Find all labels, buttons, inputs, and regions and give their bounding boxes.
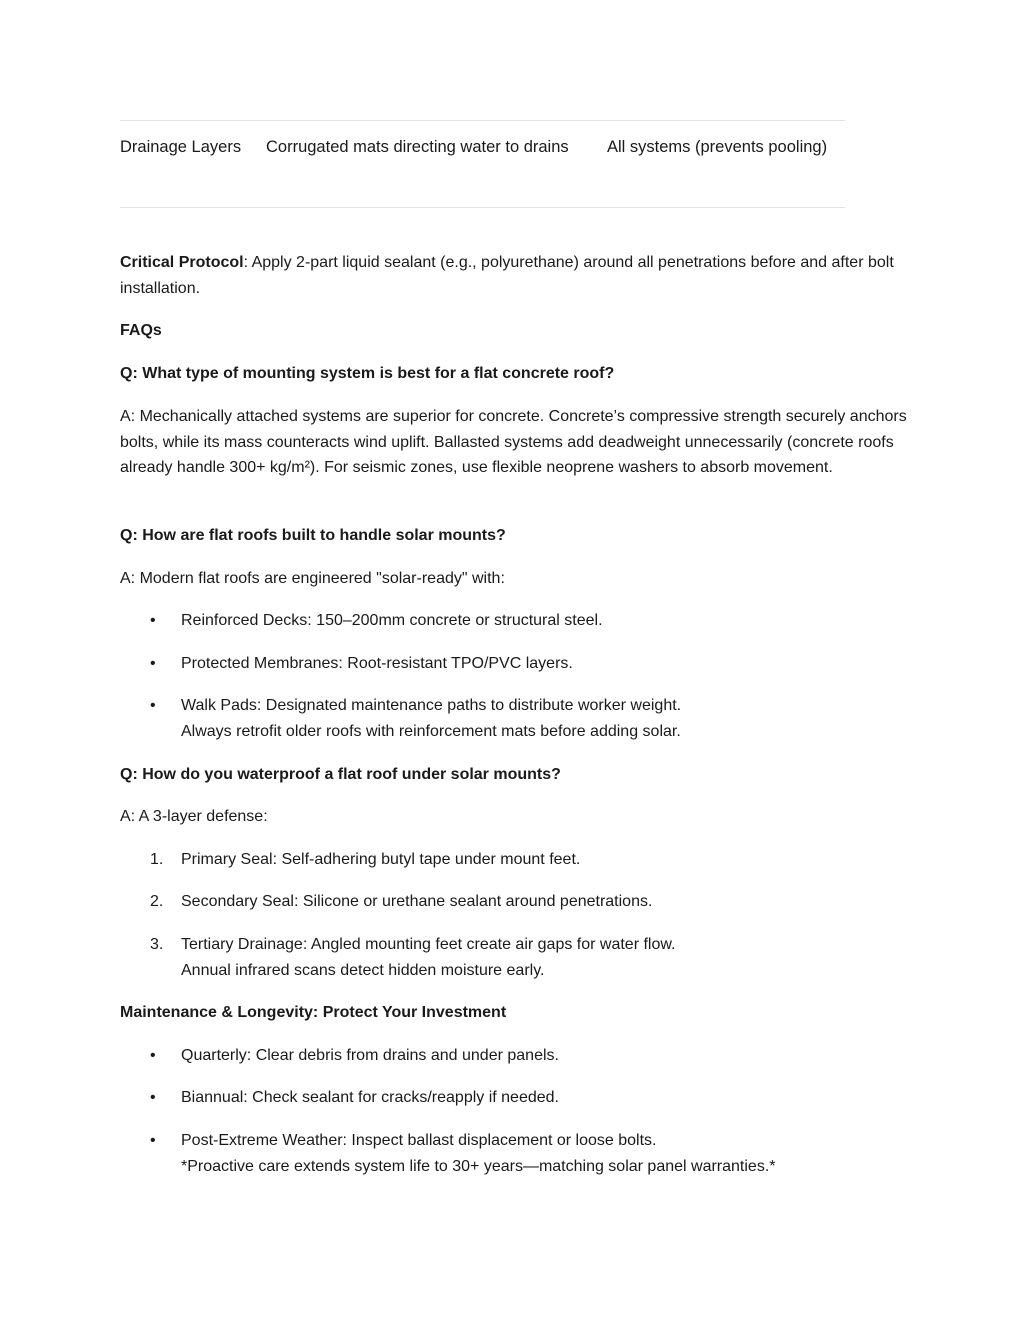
table-row (120, 136, 880, 158)
numbered-item-line: Tertiary Drainage: Angled mounting feet create air gaps for water flow. (181, 936, 676, 953)
list-item-text: Reinforced Decks: 150–200mm concrete or structural steel. (181, 612, 603, 629)
list-item-text: Biannual: Check sealant for cracks/reapply if needed. (181, 1089, 559, 1106)
table-bottom-divider (120, 207, 845, 208)
list-item-text: Protected Membranes: Root-resistant TPO/PVC layers. (181, 655, 573, 672)
faq-question-3: Q: How do you waterproof a flat roof under solar mounts? (120, 766, 561, 783)
list-item-note: Always retrofit older roofs with reinforcement mats before adding solar. (181, 722, 681, 740)
critical-protocol-label: Critical Protocol (120, 254, 244, 271)
numbered-item-text: Primary Seal: Self-adhering butyl tape under mount feet. (181, 851, 581, 868)
table-cell-component: Drainage Layers (120, 138, 242, 156)
list-item-text (181, 1128, 881, 1179)
table-top-divider (120, 120, 845, 121)
number-marker: 3. (150, 936, 164, 953)
numbered-item-text: Secondary Seal: Silicone or urethane sealant around penetrations. (181, 893, 653, 910)
table-cell-application: All systems (prevents pooling) (607, 138, 828, 156)
list-item-line: Walk Pads: Designated maintenance paths to distribute worker weight. (181, 697, 682, 714)
numbered-item-text (181, 932, 881, 983)
faq-answer-1: A: Mechanically attached systems are superior for concrete. Concrete’s compressive strength securely anchors bolts, while its mass counteracts wind uplift. Ballasted systems add deadweight unnecessarily (concrete roofs already handle 300+ kg/m²). For seismic zones, use flexible neoprene washers to absorb movement. (120, 408, 907, 476)
faqs-heading: FAQs (120, 322, 162, 339)
bullet-marker: • (150, 697, 156, 714)
bullet-marker: • (150, 612, 156, 629)
bullet-marker: • (150, 655, 156, 672)
critical-protocol-text: : Apply 2-part liquid sealant (e.g., polyurethane) around all penetrations before and after bolt installation. (120, 254, 894, 297)
maintenance-heading: Maintenance & Longevity: Protect Your Investment (120, 1004, 507, 1021)
list-item-note: *Proactive care extends system life to 30+ years—matching solar panel warranties.* (181, 1157, 776, 1175)
faq-question-1: Q: What type of mounting system is best for a flat concrete roof? (120, 365, 615, 382)
faq-question-2: Q: How are flat roofs built to handle solar mounts? (120, 527, 506, 544)
bullet-marker: • (150, 1132, 156, 1149)
list-item-text (181, 693, 881, 744)
number-marker: 2. (150, 893, 164, 910)
list-item-text: Quarterly: Clear debris from drains and under panels. (181, 1047, 559, 1064)
number-marker: 1. (150, 851, 164, 868)
critical-protocol-paragraph (120, 250, 910, 301)
faq-answer-3: A: A 3-layer defense: (120, 808, 268, 825)
faq-answer-2: A: Modern flat roofs are engineered "solar-ready" with: (120, 570, 505, 587)
list-item-line: Post-Extreme Weather: Inspect ballast displacement or loose bolts. (181, 1132, 657, 1149)
bullet-marker: • (150, 1047, 156, 1064)
bullet-marker: • (150, 1089, 156, 1106)
table-cell-description: Corrugated mats directing water to drains (266, 138, 569, 156)
numbered-item-note: Annual infrared scans detect hidden moisture early. (181, 961, 545, 979)
